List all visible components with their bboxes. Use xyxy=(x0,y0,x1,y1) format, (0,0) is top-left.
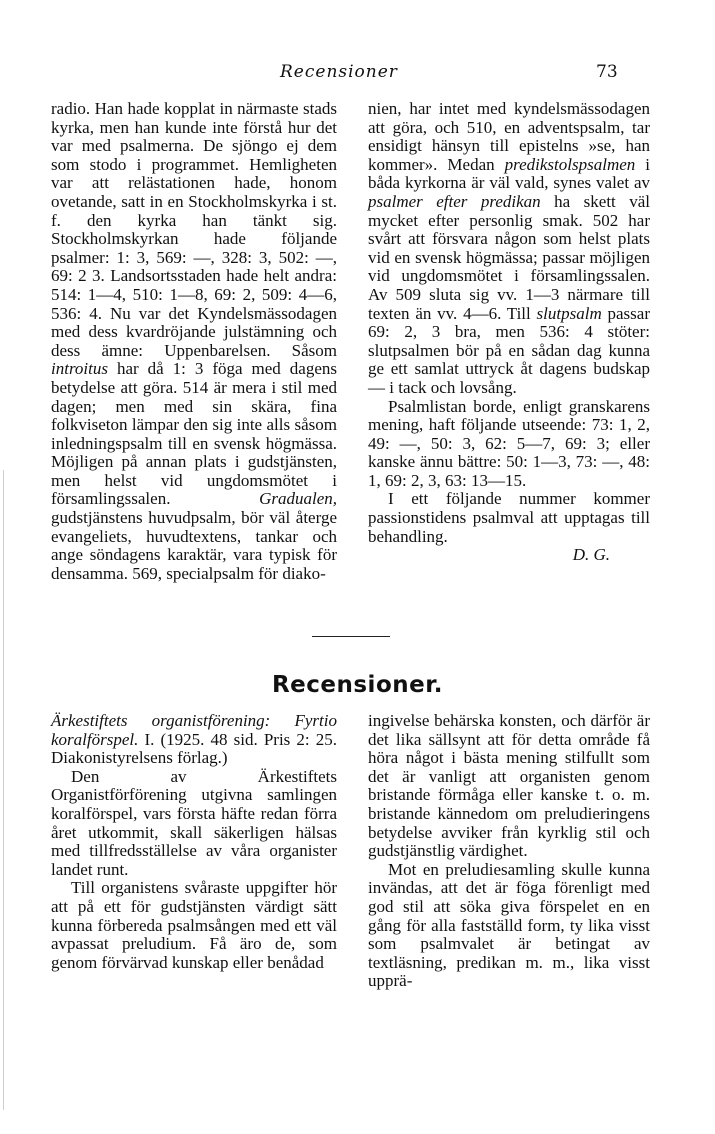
emphasis: psalmer efter predikan xyxy=(368,191,541,211)
article-paragraph: Psalmlistan borde, enligt granskarens mening, haft följande utseende: 73: 1, 2, 49: —, 50: 3, 62: 5—7, 69: 3; eller kanske ännu bättre: 50: 1—3, 73: —, 48: 1, 69: 2, 3, 63: 13—15. xyxy=(368,396,650,490)
page-number: 73 xyxy=(596,62,618,82)
article-paragraph: nien, har intet med kyndelsmässodagen att göra, och 510, en adventspsalm, tar ensidigt hänsyn till epistelns »se, han kommer». Medan predikstolspsalmen i båda kyrkorna är väl vald, synes valet av psalmer efter predikan ha skett väl mycket efter personlig smak. 502 har svårt att försvara någon som helst plats vid en svensk högmässa; passar möjligen vid ungdomsmötet i församlingssalen. Av 509 sluta sig vv. 1—3 närmare till texten än vv. 4—6. Till slutpsalm passar 69: 2, 3 bra, men 536: 4 stöter: slutpsalmen bör på en sådan dag kunna ge ett samlat uttryck åt dagens budskap — i tack och lovsång. xyxy=(368,99,650,397)
review-paragraph: ingivelse behärska konsten, och därför är det lika sällsynt att för detta område få höra något i bästa mening stilfullt som det är vanligt att organisten genom bristande förmåga eller kanske t. o. m. bristande kännedom om preludieringens betydelse avviker från kyrklig stil och gudstjänstlig värdighet. xyxy=(368,711,650,861)
emphasis: Gradualen, xyxy=(259,489,337,509)
review-citation: Ärkestiftets organistförening: Fyrtio koralförspel. I. (1925. 48 sid. Pris 2: 25. Diakonistyrelsens förlag.) xyxy=(51,711,337,768)
scan-margin-line xyxy=(3,470,4,1110)
article-column-right xyxy=(368,100,650,565)
review-column-left xyxy=(51,712,337,972)
article-paragraph: radio. Han hade kopplat in närmaste stads kyrka, men han kunde inte förstå hur det var med psalmerna. De sjöngo ej dem som stodo i programmet. Hemligheten var att relästationen hade, honom ovetande, satt in en Stockholmskyrka i st. f. den kyrka han tänkt sig. Stockholmskyrkan hade följande psalmer: 1: 3, 569: —, 328: 3, 502: —, 69: 2 3. Landsortsstaden hade helt andra: 514: 1—4, 510: 1—8, 69: 2, 509: 4—6, 536: 4. Nu var det Kyndelsmässodagen med dess kvardröjande julstämning och dess ämne: Uppenbarelsen. Såsom introitus har då 1: 3 föga med dagens betydelse att göra. 514 är mera i stil med dagen; men med sin skära, fina folkviseton lämpar den sig inte alls såsom inledningspsalm till en svensk högmässa. Möjligen på annan plats i gudstjänsten, men helst vid ungdomsmötet i församlingssalen. Gradualen, gudstjänstens huvudpsalm, bör väl återge evangeliets, huvudtextens, tankar och ange söndagens karaktär, vara typisk för densamma. 569, specialpsalm för diako- xyxy=(51,99,337,583)
emphasis: slutpsalm xyxy=(536,303,602,323)
article-paragraph: I ett följande nummer kommer passionstidens psalmval att upptagas till behandling. xyxy=(368,489,650,546)
running-title: Recensioner xyxy=(280,62,398,82)
emphasis: predikstolspsalmen xyxy=(504,154,636,174)
section-divider xyxy=(312,636,390,637)
book-title: Ärkestiftets organistförening: Fyrtio koralförspel. xyxy=(51,711,337,749)
review-paragraph: Den av Ärkestiftets Organistförförening utgivna samlingen koralförspel, vars första häfte redan förra året utkommit, skall säkerligen hälsas med tillfredsställelse av våra organister landet runt. xyxy=(51,766,337,879)
review-paragraph: Till organistens svåraste uppgifter hör att på ett för gudstjänsten värdigt sätt kunna förbereda psalmsången med ett väl avpassat preludium. Få äro de, som genom förvärvad kunskap eller benådad xyxy=(51,878,337,972)
section-title: Recensioner. xyxy=(271,672,444,698)
article-column-left xyxy=(51,100,337,583)
review-column-right xyxy=(368,712,650,991)
emphasis: introitus xyxy=(51,359,108,379)
review-paragraph: Mot en preludiesamling skulle kunna invändas, att det är föga förenligt med god stil att söka giva förspelet en en gång för alla fastställd form, ty lika visst som psalmvalet är betingat av textläsning, predikan m. m., lika visst upprä- xyxy=(368,859,650,991)
page-header xyxy=(0,62,715,88)
author-signature: D. G. xyxy=(572,545,610,565)
